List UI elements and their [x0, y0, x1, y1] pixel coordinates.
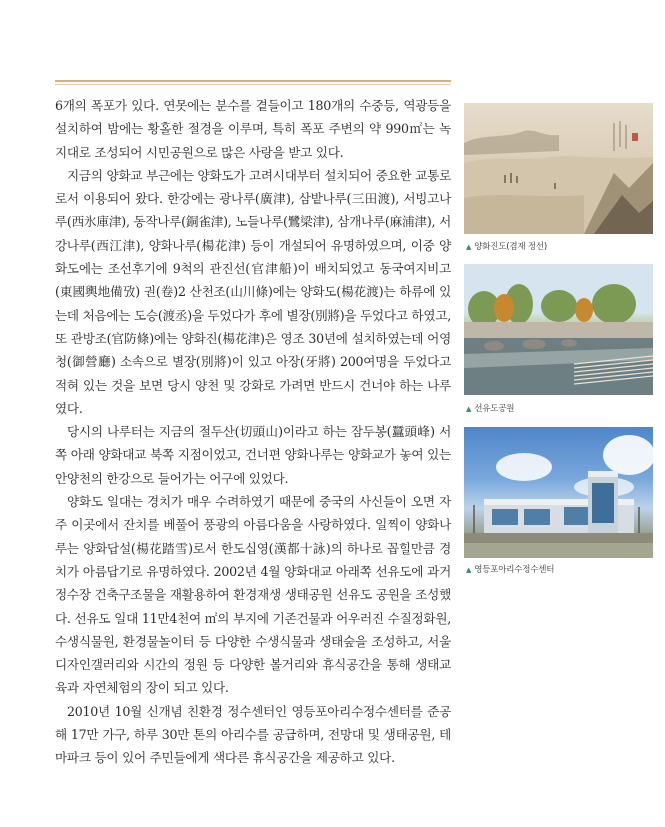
paragraph-1: 6개의 폭포가 있다. 연못에는 분수를 곁들이고 180개의 수중등, 역광등을 설치하여 밤에는 황홀한 절경을 이루며, 특히 폭포 주변의 약 990㎡는 녹지대로 조성되어 시민공원으로 많은 사랑을 받고 있다. [55, 98, 451, 160]
caption-painting-text: 양화진도(겸재 정선) [474, 242, 548, 252]
triangle-marker-icon: ▲ [466, 243, 472, 251]
caption-park-text: 선유도공원 [474, 404, 515, 414]
paragraph-5: 2010년 10월 신개념 친환경 정수센터인 영등포아리수정수센터를 준공해 17만 가구, 하루 30만 톤의 아리수를 공급하며, 전망대 및 생태공원, 테마파크 등이 있어 주민들에게 색다른 휴식공간을 제공하고 있다. [55, 703, 451, 766]
body-text [55, 94, 451, 770]
paragraph-2: 지금의 양화교 부근에는 양화도가 고려시대부터 설치되어 중요한 교통로로서 이용되어 왔다. 한강에는 광나루(廣津), 삼밭나루(三田渡), 서빙고나루(西氷庫津), 동작나루(銅雀津), 노들나루(鷺梁津), 삼개나루(麻浦津), 서강나루(西江津), 양화나루(楊花津) 등이 개설되어 유명하였으며, 이중 양화도에는 조선후기에 9척의 관진선(官津船)이 배치되었고 동국여지비고(東國輿地備攷) 권(卷)2 산천조(山川條)에는 양화도(楊花渡)는 하류에 있는데 처음에는 도승(渡丞)을 두었다가 후에 별장(別將)을 두었다고 하였고, 또 관방조(官防條)에는 양화진(楊花津)은 영조 30년에 설치하였는데 어영청(御營廳) 소속으로 별장(別將)이 있고 아장(牙將) 200여명을 두었다고 적혀 있는 것을 보면 당시 양천 및 강화로 가려면 반드시 건너야 하는 나루였다. [55, 167, 451, 416]
top-rule-thin [55, 84, 451, 85]
top-rule [55, 80, 451, 82]
caption-painting [466, 240, 547, 252]
caption-park [466, 402, 514, 414]
triangle-marker-icon: ▲ [466, 405, 472, 413]
caption-center-text: 영등포아리수정수센터 [474, 565, 555, 575]
caption-center [466, 563, 554, 575]
seonyudo-park-image [464, 264, 653, 395]
yanghwajin-painting-image [464, 103, 653, 234]
paragraph-4: 양화도 일대는 경치가 매우 수려하였기 때문에 중국의 사신들이 오면 자주 이곳에서 잔치를 베풀어 풍광의 아름다움을 사랑하였다. 일찍이 양화나루는 양화답설(楊花踏雪)로서 한도십영(漢都十詠)의 하나로 꼽힐만큼 경치가 아름답기로 유명하였다. 2002년 4월 양화대교 아래쪽 선유도에 과거 정수장 건축구조물을 재활용하여 환경재생 생태공원 선유도 공원을 조성했다. 선유도 일대 11만4천여 ㎡의 부지에 기존건물과 어우러진 수질정화원, 수생식물원, 환경물놀이터 등 다양한 수생식물과 생태숲을 조성하고, 서울디자인갤러리와 시간의 정원 등 다양한 볼거리와 휴식공간을 통해 생태교육과 자연체험의 장이 되고 있다. [55, 494, 451, 696]
water-center-image [464, 427, 653, 558]
paragraph-3: 당시의 나루터는 지금의 절두산(切頭山)이라고 하는 잠두봉(蠶頭峰) 서쪽 아래 양화대교 북쪽 지점이었고, 건너편 양화나루는 양화교가 놓여 있는 안양천의 한강으로 들어가는 어구에 있었다. [55, 424, 451, 486]
triangle-marker-icon: ▲ [466, 566, 472, 574]
